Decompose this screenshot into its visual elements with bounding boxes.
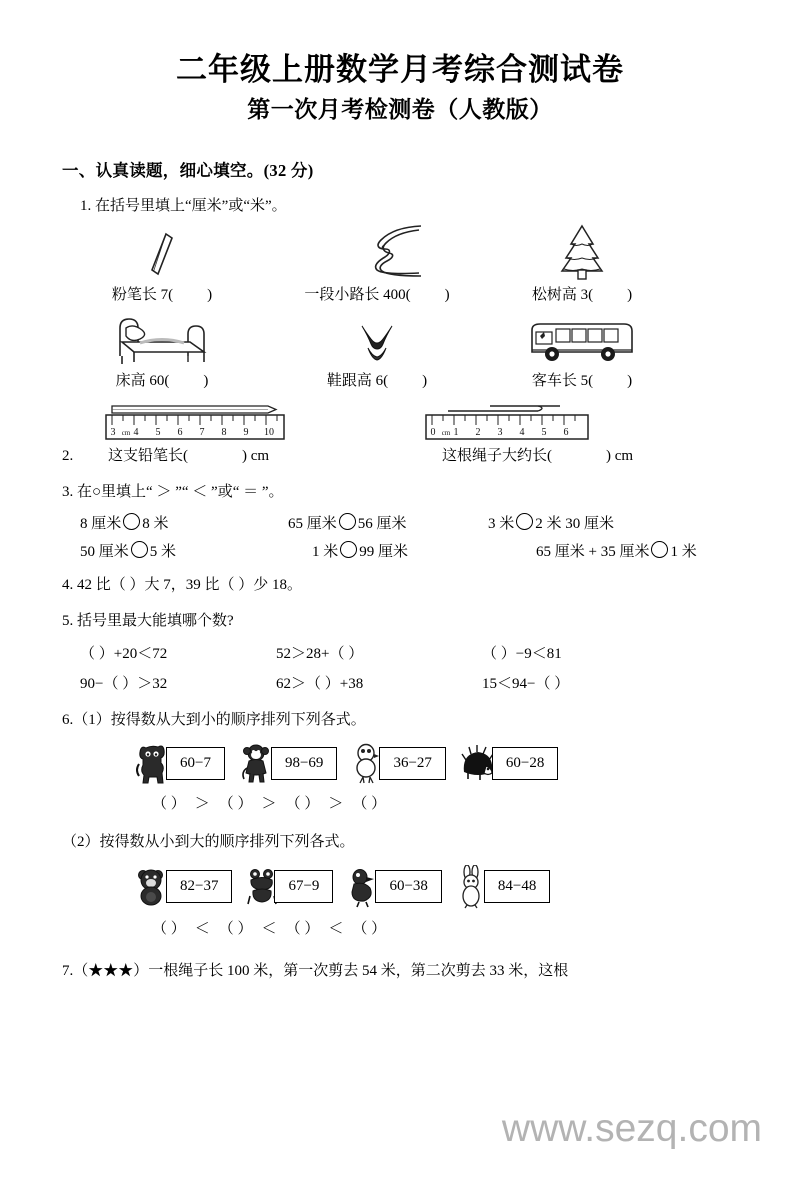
answer-operator: ＜: [261, 920, 277, 937]
question-6-part1-label: 6.（1）按得数从大到小的顺序排列下列各式。: [62, 712, 366, 729]
expression-group: [134, 742, 225, 784]
exam-content: [62, 123, 738, 983]
question-1-label: 1. 在括号里填上“厘米”或“米”。: [80, 198, 287, 215]
circle-blank-icon: [131, 541, 148, 558]
picture-cell-shoe: [262, 310, 492, 390]
svg-text:6: 6: [177, 427, 183, 439]
svg-text:5: 5: [541, 427, 547, 439]
watermark: www.sezq.com: [501, 1107, 762, 1150]
picture-caption-road: 一段小路长 400( ): [304, 287, 450, 304]
circle-blank-icon: [516, 513, 533, 530]
question-6-part2-answer-row: [152, 917, 738, 938]
question-6-part2-expressions: [134, 865, 738, 909]
expression-box: 60−38: [375, 870, 441, 903]
section-heading-1: 一、认真读题，细心填空。(32 分): [62, 161, 314, 181]
page-title: 二年级上册数学月考综合测试卷: [176, 52, 624, 87]
question-2-left-text: 这支铅笔长( ) cm: [108, 448, 270, 465]
expression-box: 84−48: [484, 870, 550, 903]
answer-blank[interactable]: （ ）: [218, 796, 253, 813]
expression-box: 60−7: [166, 747, 225, 780]
question-6-part1-answer-row: [152, 792, 738, 813]
rope-on-ruler-icon: [420, 400, 600, 442]
question-5-item: （ ）+20＜72: [80, 646, 168, 663]
question-3-row-1: [80, 512, 738, 533]
page-subtitle: 第一次月考检测卷（人教版）: [247, 96, 553, 122]
picture-cell-road: [262, 224, 492, 304]
ruler-cell-rope: [410, 400, 720, 442]
question-5-row-1: [80, 642, 738, 663]
answer-blank[interactable]: （ ）: [218, 920, 253, 937]
expression-box: 98−69: [271, 747, 337, 780]
circle-blank-icon: [340, 541, 357, 558]
expression-group: [239, 742, 337, 784]
question-5-item: （ ）−9＜81: [482, 646, 562, 663]
question-6-part1-expressions: [134, 742, 738, 784]
answer-blank[interactable]: （ ）: [285, 796, 320, 813]
answer-operator: ＞: [328, 796, 344, 813]
answer-blank[interactable]: （ ）: [352, 796, 387, 813]
answer-operator: ＞: [261, 796, 277, 813]
question-2-ruler-row: [62, 400, 738, 442]
question-6-part2-label: （2）按得数从小到大的顺序排列下列各式。: [62, 834, 355, 851]
answer-blank[interactable]: （ ）: [152, 796, 186, 813]
question-5-item: 52＞28+（ ）: [276, 646, 364, 663]
svg-text:6: 6: [563, 427, 569, 439]
picture-cell-pine-tree: [492, 224, 672, 304]
picture-caption-pine-tree: 松树高 3( ): [531, 287, 633, 304]
svg-text:8: 8: [221, 427, 227, 439]
expression-box: 67−9: [274, 870, 333, 903]
question-1-picture-row-2: [62, 310, 738, 390]
expression-group: [456, 865, 550, 909]
question-1-picture-row-1: [62, 224, 738, 304]
dog-icon: [134, 742, 170, 784]
svg-text:cm: cm: [121, 429, 131, 438]
answer-blank[interactable]: （ ）: [352, 920, 387, 937]
comparison-item: 50 厘米 5 米: [80, 540, 288, 561]
question-3-row-2: [80, 540, 738, 561]
answer-blank[interactable]: （ ）: [152, 920, 186, 937]
question-2-text-row: [62, 444, 738, 465]
expression-box: 82−37: [166, 870, 232, 903]
svg-text:7: 7: [199, 427, 205, 439]
svg-text:5: 5: [155, 427, 161, 439]
answer-operator: ＜: [194, 920, 210, 937]
expression-group: [460, 742, 558, 784]
expression-box: 36−27: [379, 747, 445, 780]
picture-caption-bed: 床高 60( ): [115, 373, 209, 390]
svg-text:0: 0: [430, 427, 436, 439]
comparison-item: 65 厘米 + 35 厘米 1 米: [512, 540, 697, 561]
answer-operator: ＜: [328, 920, 344, 937]
question-5-label: 5. 括号里最大能填哪个数?: [62, 612, 234, 629]
answer-operator: ＞: [194, 796, 210, 813]
picture-cell-bed: [62, 310, 262, 390]
picture-caption-bus: 客车长 5( ): [531, 373, 633, 390]
picture-cell-bus: [492, 310, 672, 390]
monkey-icon: [239, 742, 275, 784]
chalk-icon: [145, 224, 179, 280]
picture-caption-shoe: 鞋跟高 6( ): [326, 373, 428, 390]
expression-group: [246, 866, 333, 908]
bear-icon: [134, 866, 170, 908]
pine-tree-icon: [556, 224, 608, 280]
svg-text:10: 10: [264, 427, 274, 439]
question-5-item: 62＞（ ）+38: [276, 676, 364, 693]
circle-blank-icon: [339, 513, 356, 530]
bed-icon: [110, 310, 214, 366]
road-icon: [329, 224, 425, 280]
picture-cell-chalk: [62, 224, 262, 304]
hedgehog-icon: [460, 742, 496, 784]
svg-text:cm: cm: [441, 429, 451, 438]
svg-text:9: 9: [243, 427, 249, 439]
comparison-item: 65 厘米 56 厘米: [288, 512, 488, 533]
expression-box: 60−28: [492, 747, 558, 780]
pencil-on-ruler-icon: [100, 400, 290, 442]
picture-caption-chalk: 粉笔长 7( ): [111, 287, 213, 304]
question-4-label: 4. 42 比（ ）大 7，39 比（ ）少 18。: [62, 576, 303, 593]
expression-group: [347, 866, 441, 908]
question-5-item: 90−（ ）＞32: [80, 676, 168, 693]
question-2-right-text: 这根绳子大约长( ) cm: [442, 448, 634, 465]
exam-page: [0, 52, 800, 1183]
question-5-item: 15＜94−（ ）: [482, 676, 570, 693]
svg-text:4: 4: [133, 427, 139, 439]
circle-blank-icon: [123, 513, 140, 530]
expression-group: [134, 866, 232, 908]
question-2-number: 2.: [62, 448, 74, 465]
comparison-item: 3 米 2 米 30 厘米: [488, 512, 614, 533]
question-7-label: 7.（★★★）一根绳子长 100 米，第一次剪去 54 米，第二次剪去 33 米，这根: [62, 962, 569, 979]
expression-group: [351, 742, 445, 784]
svg-text:4: 4: [519, 427, 525, 439]
svg-text:3: 3: [497, 427, 503, 439]
svg-text:2: 2: [475, 427, 481, 439]
answer-blank[interactable]: （ ）: [285, 920, 320, 937]
svg-text:1: 1: [453, 427, 459, 439]
comparison-item: 1 米 99 厘米: [288, 540, 512, 561]
question-3-label: 3. 在○里填上“ ＞ ”“ ＜ ”或“ ＝ ”。: [62, 484, 284, 501]
comparison-item: 8 厘米 8 米: [80, 512, 288, 533]
shoe-icon: [354, 310, 400, 366]
question-5-row-2: [80, 672, 738, 693]
bus-icon: [526, 310, 638, 366]
circle-blank-icon: [651, 541, 668, 558]
svg-text:3: 3: [110, 427, 116, 439]
ruler-cell-pencil: [62, 400, 410, 442]
